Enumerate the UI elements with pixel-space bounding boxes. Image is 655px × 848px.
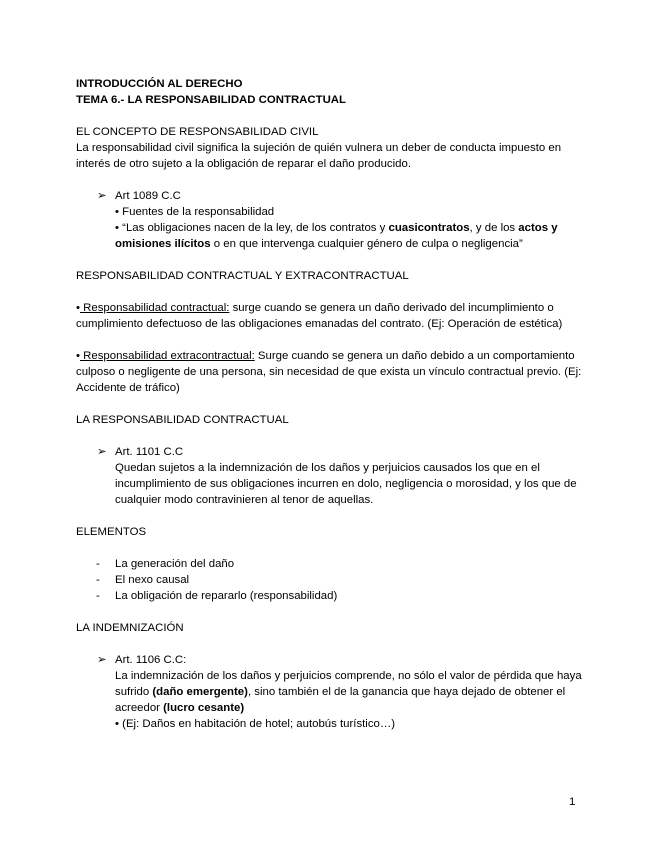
bold-term: (daño emergente) bbox=[152, 686, 248, 698]
definition-contractual bbox=[76, 300, 586, 332]
section-heading: EL CONCEPTO DE RESPONSABILIDAD CIVIL bbox=[76, 126, 319, 138]
bold-term: actos y omisiones ilícitos bbox=[115, 222, 558, 250]
dash-bullet-icon: - bbox=[96, 574, 100, 586]
article-ref: Art 1089 C.C bbox=[115, 190, 181, 202]
text-run: Surge cuando se genera un daño debido a un comportamiento culposo o negligente de una persona, sin necesidad de que exista un vínculo contractual previo. (Ej: Accidente de tráfico) bbox=[76, 350, 582, 394]
article-ref: Art. 1106 C.C: bbox=[115, 654, 187, 666]
text-run: o en que intervenga cualquier género de culpa o negligencia” bbox=[210, 238, 523, 250]
list-item-text: El nexo causal bbox=[115, 574, 190, 586]
topic-title: TEMA 6.- LA RESPONSABILIDAD CONTRACTUAL bbox=[76, 94, 346, 106]
dash-bullet-icon: - bbox=[96, 590, 100, 602]
article-text: Quedan sujetos a la indemnización de los daños y perjuicios causados los que en el incumplimiento de sus obligaciones incurren en dolo, negligencia o morosidad, y los que de cualquier modo contravinieren al tenor de aquellas. bbox=[115, 462, 577, 506]
section-heading: LA INDEMNIZACIÓN bbox=[76, 622, 184, 634]
article-text bbox=[115, 668, 586, 716]
list-item bbox=[76, 556, 586, 572]
definition-extracontractual bbox=[76, 348, 586, 396]
list-item-text: La generación del daño bbox=[115, 558, 235, 570]
paragraph: La responsabilidad civil significa la sujeción de quién vulnera un deber de conducta impuesto en interés de otro sujeto a la obligación de reparar el daño producido. bbox=[76, 142, 562, 170]
section-responsabilidad-contractual bbox=[76, 412, 586, 508]
text-run: La indemnización de los daños y perjuicios comprende, no sólo el valor de pérdida que haya sufrido bbox=[115, 670, 582, 698]
list-item-text: La obligación de repararlo (responsabilidad) bbox=[115, 590, 338, 602]
bullet-item-quote bbox=[115, 220, 586, 252]
bullet-item: • Fuentes de la responsabilidad bbox=[115, 206, 275, 218]
section-heading: ELEMENTOS bbox=[76, 526, 147, 538]
arrow-bullet-icon: ➢ bbox=[97, 446, 107, 458]
underlined-term: Responsabilidad contractual: bbox=[80, 302, 230, 314]
bullet-icon: • bbox=[76, 302, 80, 314]
page-number: 1 bbox=[569, 796, 576, 808]
elements-list bbox=[76, 556, 586, 604]
bullet-icon: • bbox=[76, 350, 80, 362]
bold-term: cuasicontratos bbox=[388, 222, 470, 234]
text-run: , y de los bbox=[469, 222, 519, 234]
list-item bbox=[76, 572, 586, 588]
section-concepto bbox=[76, 124, 586, 252]
section-indemnizacion bbox=[76, 620, 586, 732]
document-header bbox=[76, 76, 586, 108]
article-ref: Art. 1101 C.C bbox=[115, 446, 184, 458]
dash-bullet-icon: - bbox=[96, 558, 100, 570]
arrow-bullet-icon: ➢ bbox=[97, 190, 107, 202]
document-body bbox=[76, 76, 586, 732]
text-run: , sino también el de la ganancia que haya dejado de obtener el acreedor bbox=[115, 686, 566, 714]
section-elementos bbox=[76, 524, 586, 604]
list-item bbox=[76, 588, 586, 604]
article-item bbox=[76, 188, 586, 252]
article-item bbox=[76, 652, 586, 732]
bold-term: (lucro cesante) bbox=[163, 702, 245, 714]
section-contractual-extracontractual bbox=[76, 268, 586, 396]
underlined-term: Responsabilidad extracontractual: bbox=[80, 350, 255, 362]
text-run: • “Las obligaciones nacen de la ley, de los contratos y bbox=[115, 222, 389, 234]
article-item bbox=[76, 444, 586, 508]
text-run: surge cuando se genera un daño derivado del incumplimiento o cumplimiento defectuoso de las obligaciones emanadas del contrato. (Ej: Operación de estética) bbox=[76, 302, 563, 330]
section-heading: LA RESPONSABILIDAD CONTRACTUAL bbox=[76, 414, 289, 426]
course-title: INTRODUCCIÓN AL DERECHO bbox=[76, 78, 243, 90]
section-heading: RESPONSABILIDAD CONTRACTUAL Y EXTRACONTRACTUAL bbox=[76, 270, 409, 282]
bullet-item: • (Ej: Daños en habitación de hotel; autobús turístico…) bbox=[115, 718, 396, 730]
arrow-bullet-icon: ➢ bbox=[97, 654, 107, 666]
